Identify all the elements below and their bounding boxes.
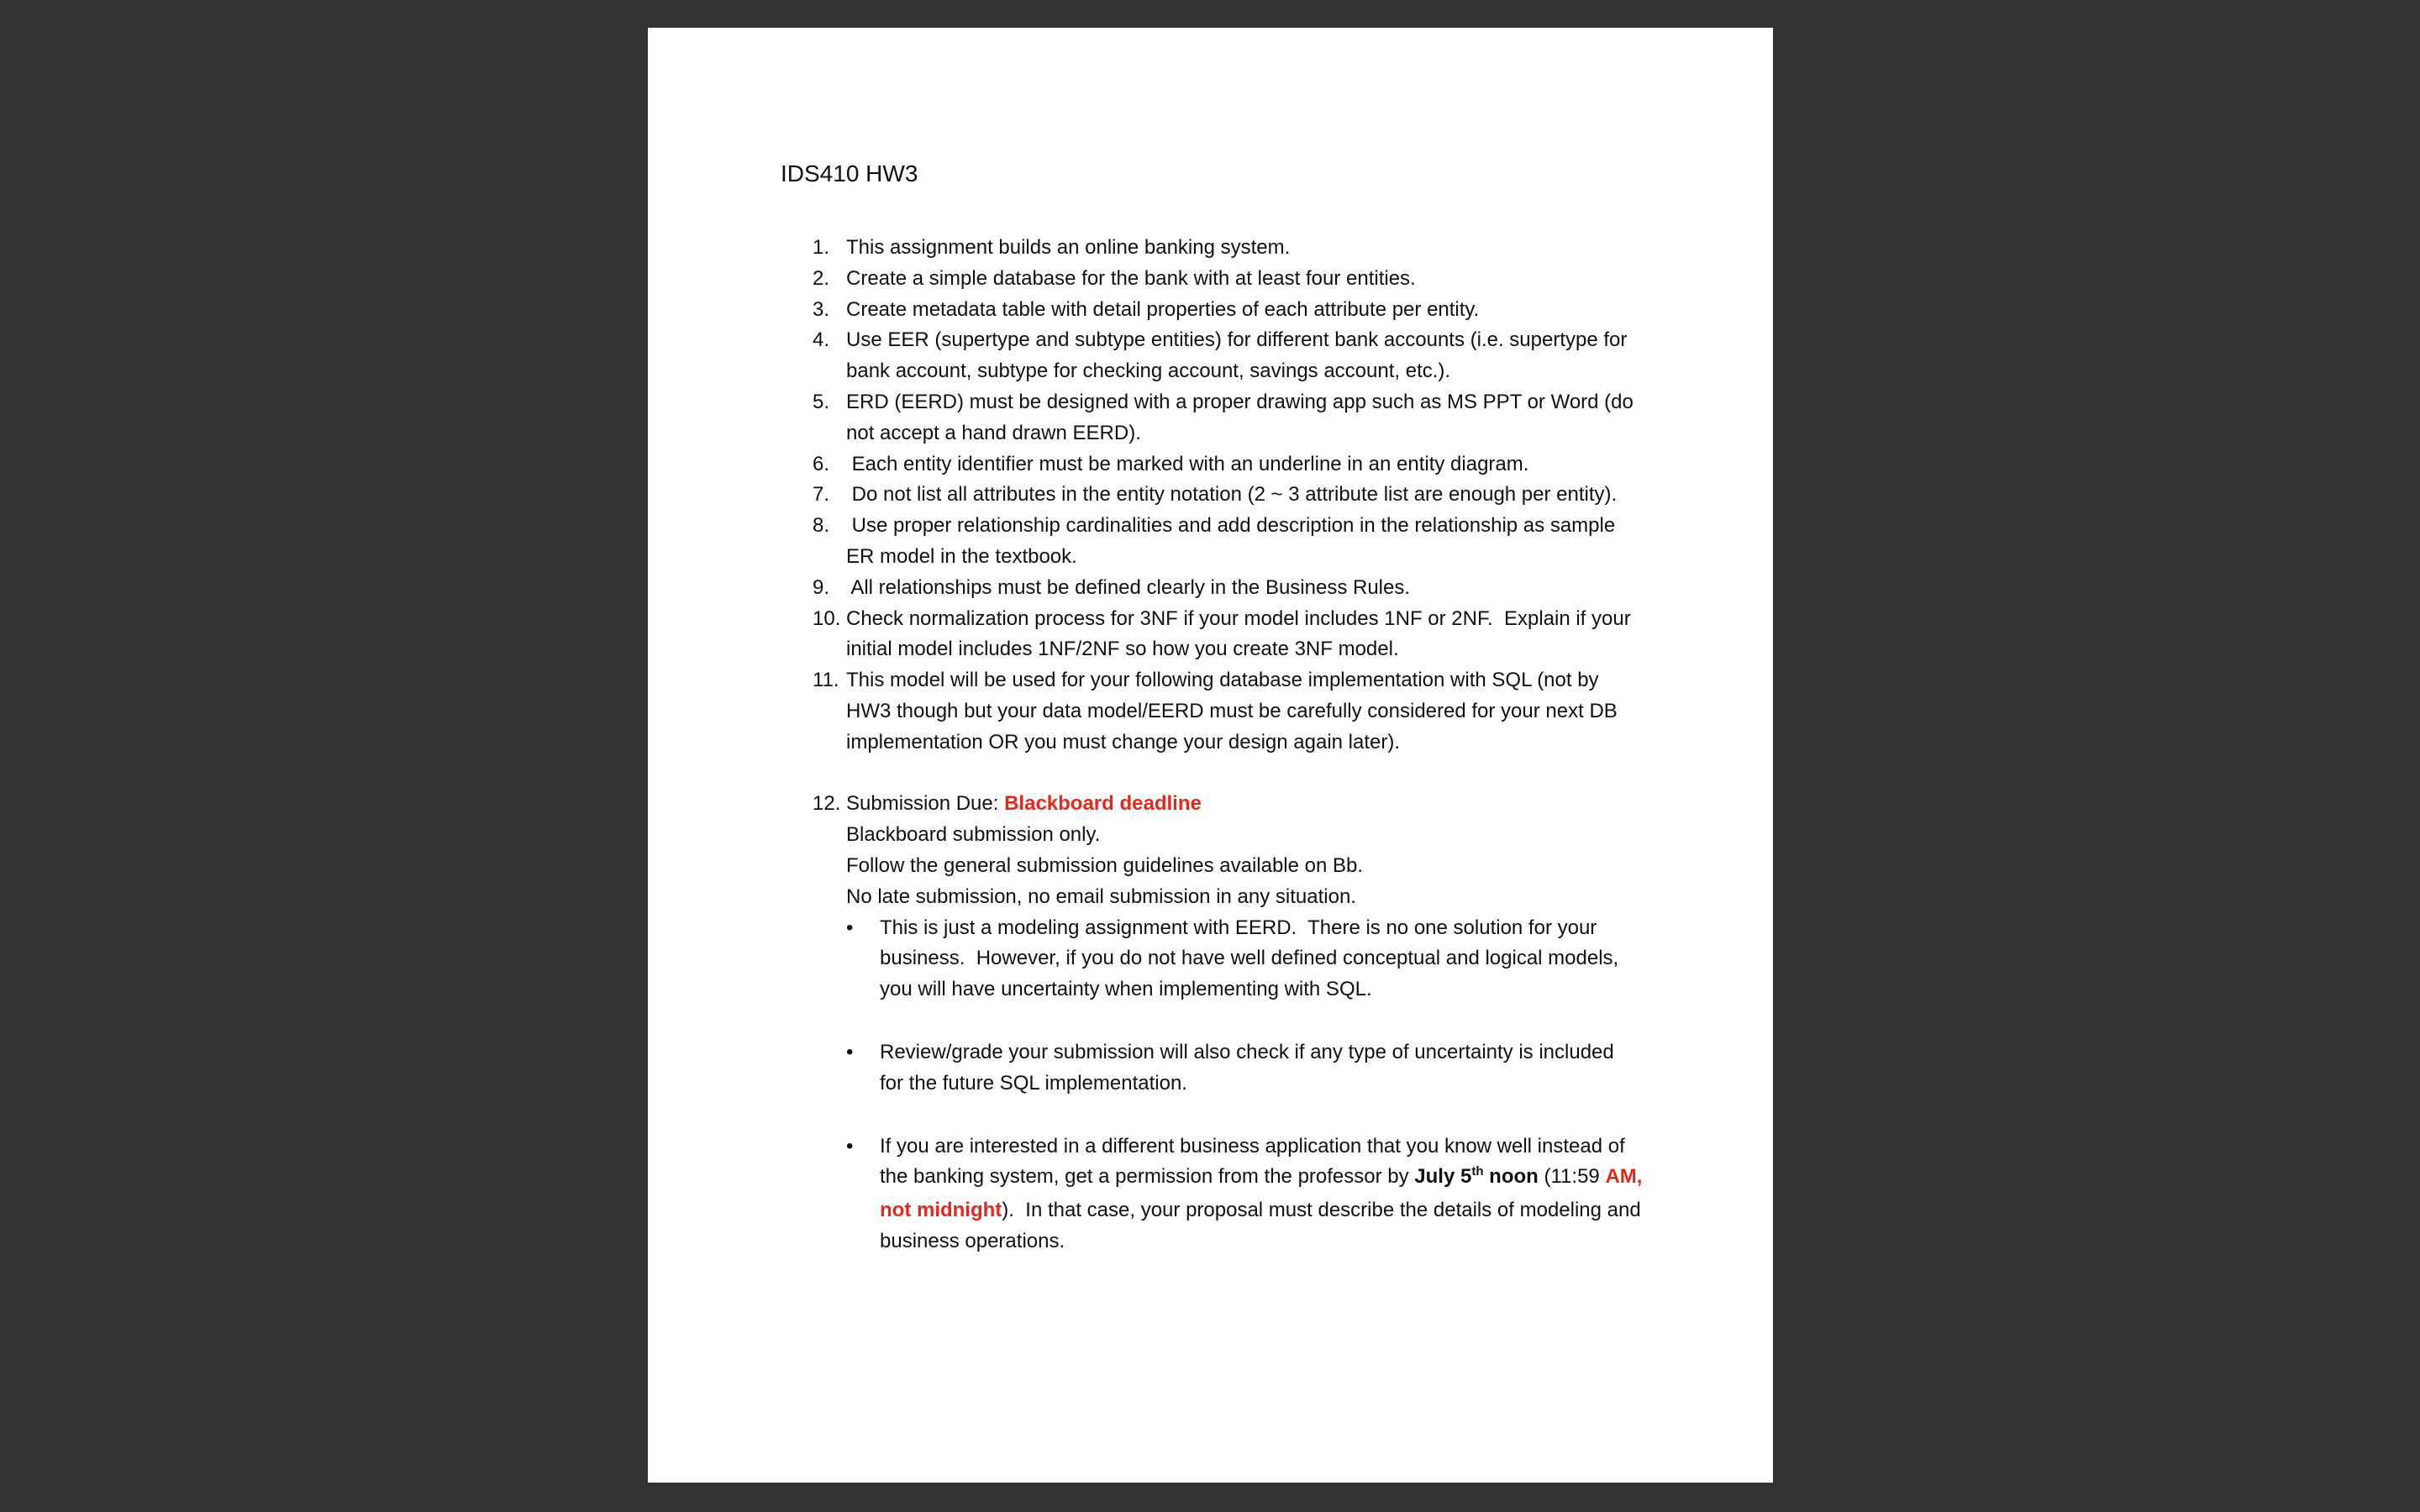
date-suffix: th — [1471, 1164, 1484, 1179]
document-title: IDS410 HW3 — [781, 160, 918, 186]
list-item-3 — [781, 295, 1655, 326]
item-text: implementation OR you must change your design again later). — [846, 730, 1401, 753]
bullet-text: for the future SQL implementation. — [880, 1071, 1187, 1095]
item-text: Use proper relationship cardinalities and add description in the relationship as sample — [846, 514, 1616, 538]
bullet-text: business. However, if you do not have well defined conceptual and logical models, — [880, 947, 1619, 970]
submission-label: Submission Due: — [846, 792, 1005, 816]
item-text: ER model in the textbook. — [846, 544, 1077, 568]
item-number: 5. — [813, 390, 830, 413]
spacer — [846, 1100, 1655, 1131]
submission-line: No late submission, no email submission in any situation. — [846, 885, 1356, 908]
item-text: initial model includes 1NF/2NF so how you create 3NF model. — [846, 638, 1399, 661]
item-number: 11. — [813, 669, 839, 692]
deadline-text: Blackboard deadline — [1004, 792, 1202, 816]
list-item-9 — [781, 573, 1655, 604]
item-text: HW3 though but your data model/EERD must be carefully considered for your next DB — [846, 699, 1618, 722]
list-item-10 — [781, 604, 1655, 666]
am-text: AM, — [1605, 1165, 1643, 1189]
time-text: (11:59 — [1538, 1165, 1606, 1189]
list-item-7 — [781, 480, 1655, 511]
bullet-text: you will have uncertainty when implementing with SQL. — [880, 978, 1372, 1001]
spacer — [781, 759, 1655, 790]
document-page — [648, 28, 1773, 1483]
item-text: ERD (EERD) must be designed with a proper drawing app such as MS PPT or Word (do — [846, 390, 1634, 413]
bullet-icon: • — [846, 916, 854, 939]
list-item-12-submission — [781, 789, 1655, 1257]
bullet-text: business operations. — [880, 1229, 1065, 1252]
item-number: 9. — [813, 575, 830, 599]
item-number: 3. — [813, 297, 830, 321]
item-text: Create metadata table with detail properties of each attribute per entity. — [846, 297, 1480, 321]
list-item-8 — [781, 511, 1655, 573]
item-text: not accept a hand drawn EERD). — [846, 421, 1141, 444]
instructions-list — [781, 233, 1655, 1257]
bullet-item-3 — [846, 1131, 1655, 1257]
item-text: Do not list all attributes in the entity notation (2 ~ 3 attribute list are enough per entity). — [846, 483, 1618, 507]
date-text: July 5 — [1414, 1165, 1472, 1189]
item-number: 12. — [813, 792, 841, 816]
bullet-icon: • — [846, 1134, 854, 1158]
list-item-11 — [781, 665, 1655, 758]
item-text: This model will be used for your following database implementation with SQL (not by — [846, 669, 1599, 692]
bullet-text: If you are interested in a different business application that you know well instead of — [880, 1134, 1625, 1158]
spacer — [846, 1005, 1655, 1037]
submission-bullets — [846, 913, 1655, 1257]
item-number: 8. — [813, 514, 830, 538]
list-item-6 — [781, 449, 1655, 480]
item-text: Each entity identifier must be marked with an underline in an entity diagram. — [846, 452, 1529, 475]
bullet-text: Review/grade your submission will also check if any type of uncertainty is included — [880, 1040, 1614, 1063]
item-number: 2. — [813, 266, 830, 290]
item-number: 4. — [813, 328, 830, 352]
noon-text: noon — [1483, 1165, 1539, 1189]
bullet-icon: • — [846, 1040, 854, 1063]
not-midnight-text: not midnight — [880, 1199, 1002, 1222]
list-item-5 — [781, 387, 1655, 449]
item-number: 7. — [813, 483, 830, 507]
list-item-4 — [781, 325, 1655, 387]
bullet-text: ). In that case, your proposal must describe the details of modeling and — [1002, 1199, 1641, 1222]
list-item-1 — [781, 233, 1655, 264]
item-text: Create a simple database for the bank with at least four entities. — [846, 266, 1416, 290]
list-item-2 — [781, 264, 1655, 295]
bullet-item-1 — [846, 913, 1655, 1005]
bullet-item-2 — [846, 1037, 1655, 1100]
bullet-text: This is just a modeling assignment with EERD. There is no one solution for your — [880, 916, 1597, 939]
item-text: This assignment builds an online banking system. — [846, 236, 1291, 259]
item-number: 6. — [813, 452, 830, 475]
item-text: Check normalization process for 3NF if your model includes 1NF or 2NF. Explain if your — [846, 606, 1631, 630]
item-text: Use EER (supertype and subtype entities) for different bank accounts (i.e. supertype for — [846, 328, 1628, 352]
bullet-text: the banking system, get a permission from the professor by — [880, 1165, 1415, 1189]
item-text: All relationships must be defined clearly in the Business Rules. — [846, 575, 1411, 599]
submission-line: Blackboard submission only. — [846, 823, 1101, 847]
item-number: 1. — [813, 236, 830, 259]
submission-line: Follow the general submission guidelines available on Bb. — [846, 853, 1364, 877]
item-number: 10. — [813, 606, 841, 630]
item-text: bank account, subtype for checking account, savings account, etc.). — [846, 360, 1451, 383]
